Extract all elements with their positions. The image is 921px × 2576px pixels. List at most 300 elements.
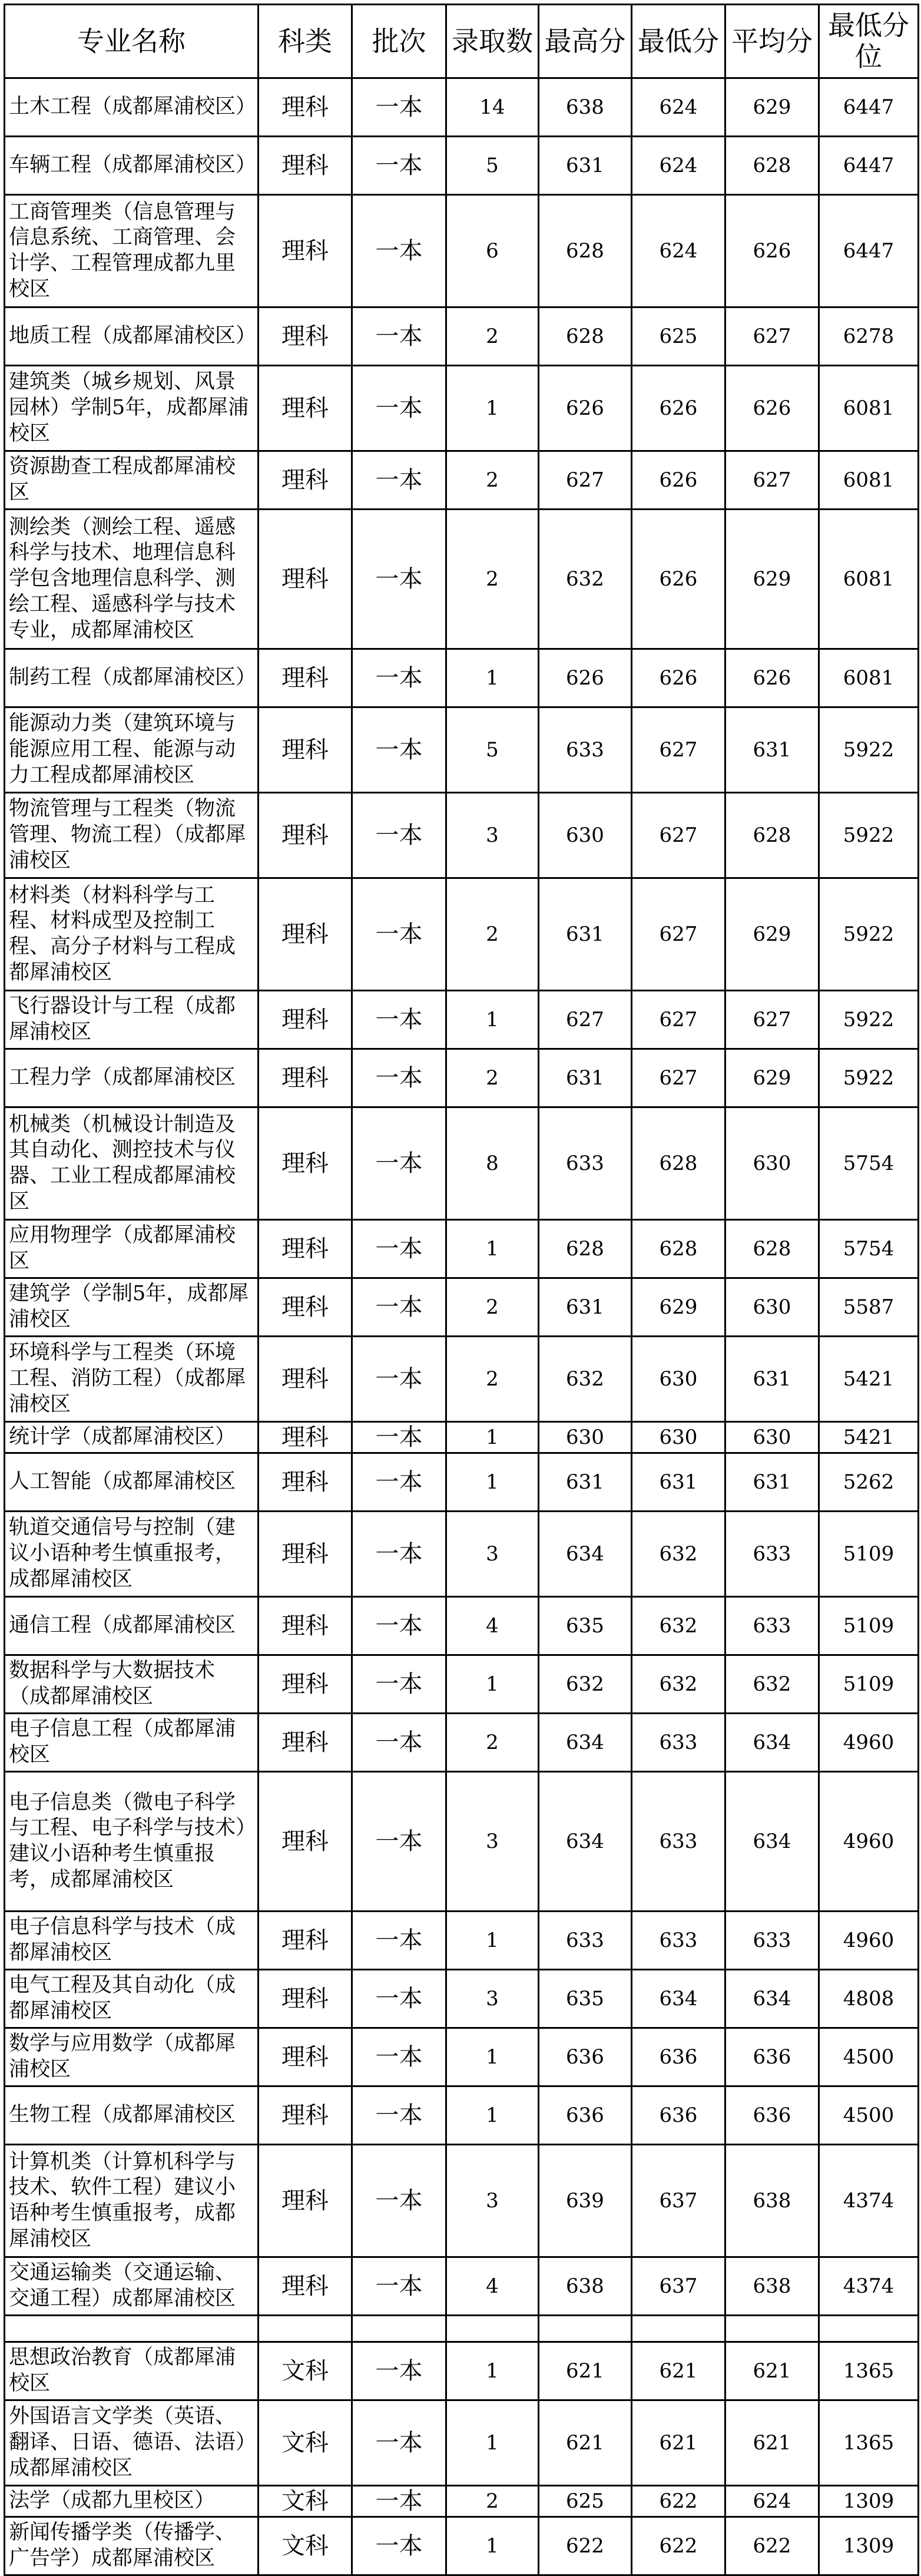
avg-score-cell: 629 <box>725 1049 819 1107</box>
major-name-cell: 思想政治教育（成都犀浦校区 <box>5 2342 259 2400</box>
empty-cell <box>352 2316 446 2342</box>
min-score-cell: 633 <box>632 1772 725 1912</box>
min-score-cell: 622 <box>632 2486 725 2517</box>
min-score-cell: 622 <box>632 2517 725 2575</box>
table-row <box>5 793 919 878</box>
category-cell: 理科 <box>259 1912 352 1970</box>
max-score-cell: 631 <box>539 1453 632 1512</box>
avg-score-cell: 626 <box>725 649 819 707</box>
category-cell: 理科 <box>259 1970 352 2028</box>
count-cell: 3 <box>446 1970 539 2028</box>
category-cell: 理科 <box>259 78 352 137</box>
count-cell: 5 <box>446 137 539 195</box>
batch-cell: 一本 <box>352 137 446 195</box>
table-row <box>5 1714 919 1772</box>
major-name-cell: 轨道交通信号与控制（建议小语种考生慎重报考，成都犀浦校区 <box>5 1512 259 1597</box>
max-score-cell: 633 <box>539 707 632 793</box>
min-score-cell: 626 <box>632 510 725 649</box>
max-score-cell: 621 <box>539 2342 632 2400</box>
count-cell: 1 <box>446 2086 539 2145</box>
min-score-cell: 632 <box>632 1597 725 1655</box>
batch-cell: 一本 <box>352 2342 446 2400</box>
avg-score-cell: 628 <box>725 137 819 195</box>
max-score-cell: 631 <box>539 878 632 991</box>
batch-cell: 一本 <box>352 793 446 878</box>
min-score-cell: 627 <box>632 878 725 991</box>
min-score-cell: 636 <box>632 2028 725 2086</box>
category-cell: 理科 <box>259 510 352 649</box>
min-rank-cell: 5421 <box>819 1422 919 1453</box>
max-score-cell: 626 <box>539 366 632 451</box>
major-name-cell: 飞行器设计与工程（成都犀浦校区 <box>5 991 259 1049</box>
major-name-cell: 机械类（机械设计制造及其自动化、测控技术与仪器、工业工程成都犀浦校区 <box>5 1107 259 1220</box>
avg-score-cell: 638 <box>725 2257 819 2316</box>
category-cell: 理科 <box>259 1512 352 1597</box>
admission-scores-table <box>4 4 919 2576</box>
avg-score-cell: 638 <box>725 2145 819 2257</box>
max-score-cell: 627 <box>539 451 632 510</box>
min-rank-cell: 6081 <box>819 366 919 451</box>
avg-score-cell: 630 <box>725 1422 819 1453</box>
min-rank-cell: 6447 <box>819 195 919 307</box>
max-score-cell: 638 <box>539 2257 632 2316</box>
table-row <box>5 649 919 707</box>
max-score-cell: 628 <box>539 1220 632 1278</box>
min-rank-cell: 5754 <box>819 1107 919 1220</box>
min-score-cell: 626 <box>632 649 725 707</box>
major-name-cell: 土木工程（成都犀浦校区） <box>5 78 259 137</box>
table-row <box>5 366 919 451</box>
table-row <box>5 1453 919 1512</box>
min-rank-cell: 5262 <box>819 1453 919 1512</box>
empty-cell <box>819 2316 919 2342</box>
category-cell: 理科 <box>259 2086 352 2145</box>
batch-cell: 一本 <box>352 1772 446 1912</box>
min-rank-cell: 5421 <box>819 1337 919 1422</box>
min-rank-cell: 5922 <box>819 991 919 1049</box>
batch-cell: 一本 <box>352 2086 446 2145</box>
table-row <box>5 1107 919 1220</box>
max-score-cell: 630 <box>539 793 632 878</box>
header-rank: 最低分位 <box>819 5 919 78</box>
batch-cell: 一本 <box>352 1422 446 1453</box>
table-row <box>5 1597 919 1655</box>
category-cell: 文科 <box>259 2342 352 2400</box>
table-row <box>5 2342 919 2400</box>
table-row <box>5 2257 919 2316</box>
batch-cell: 一本 <box>352 307 446 366</box>
max-score-cell: 632 <box>539 1337 632 1422</box>
category-cell: 理科 <box>259 2257 352 2316</box>
header-major: 专业名称 <box>5 5 259 78</box>
min-score-cell: 632 <box>632 1655 725 1714</box>
major-name-cell: 数据科学与大数据技术（成都犀浦校区 <box>5 1655 259 1714</box>
table-row <box>5 78 919 137</box>
batch-cell: 一本 <box>352 1912 446 1970</box>
major-name-cell: 工程力学（成都犀浦校区 <box>5 1049 259 1107</box>
min-rank-cell: 4374 <box>819 2145 919 2257</box>
table-row <box>5 137 919 195</box>
count-cell: 1 <box>446 2400 539 2486</box>
count-cell: 14 <box>446 78 539 137</box>
count-cell: 8 <box>446 1107 539 1220</box>
header-avg: 平均分 <box>725 5 819 78</box>
avg-score-cell: 630 <box>725 1107 819 1220</box>
min-rank-cell: 4960 <box>819 1912 919 1970</box>
batch-cell: 一本 <box>352 1278 446 1337</box>
header-min: 最低分 <box>632 5 725 78</box>
batch-cell: 一本 <box>352 1597 446 1655</box>
min-rank-cell: 6447 <box>819 137 919 195</box>
table-row <box>5 2486 919 2517</box>
count-cell: 3 <box>446 2145 539 2257</box>
batch-cell: 一本 <box>352 2028 446 2086</box>
category-cell: 理科 <box>259 2028 352 2086</box>
min-score-cell: 627 <box>632 793 725 878</box>
empty-cell <box>539 2316 632 2342</box>
major-name-cell: 材料类（材料科学与工程、材料成型及控制工程、高分子材料与工程成都犀浦校区 <box>5 878 259 991</box>
avg-score-cell: 631 <box>725 1337 819 1422</box>
table-row <box>5 2400 919 2486</box>
min-rank-cell: 4500 <box>819 2086 919 2145</box>
major-name-cell: 电子信息工程（成都犀浦校区 <box>5 1714 259 1772</box>
avg-score-cell: 627 <box>725 307 819 366</box>
major-name-cell: 工商管理类（信息管理与信息系统、工商管理、会计学、工程管理成都九里校区 <box>5 195 259 307</box>
category-cell: 理科 <box>259 1220 352 1278</box>
min-score-cell: 624 <box>632 137 725 195</box>
min-score-cell: 624 <box>632 195 725 307</box>
empty-cell <box>5 2316 259 2342</box>
count-cell: 4 <box>446 2257 539 2316</box>
min-score-cell: 630 <box>632 1422 725 1453</box>
major-name-cell: 计算机类（计算机科学与技术、软件工程）建议小语种考生慎重报考，成都犀浦校区 <box>5 2145 259 2257</box>
category-cell: 理科 <box>259 793 352 878</box>
max-score-cell: 633 <box>539 1912 632 1970</box>
header-count: 录取数 <box>446 5 539 78</box>
max-score-cell: 634 <box>539 1512 632 1597</box>
min-score-cell: 621 <box>632 2342 725 2400</box>
category-cell: 理科 <box>259 1422 352 1453</box>
count-cell: 3 <box>446 1772 539 1912</box>
avg-score-cell: 629 <box>725 878 819 991</box>
min-rank-cell: 4960 <box>819 1714 919 1772</box>
min-score-cell: 627 <box>632 991 725 1049</box>
avg-score-cell: 631 <box>725 1453 819 1512</box>
avg-score-cell: 633 <box>725 1912 819 1970</box>
table-row <box>5 878 919 991</box>
min-score-cell: 621 <box>632 2400 725 2486</box>
batch-cell: 一本 <box>352 1049 446 1107</box>
batch-cell: 一本 <box>352 1970 446 2028</box>
batch-cell: 一本 <box>352 2400 446 2486</box>
batch-cell: 一本 <box>352 707 446 793</box>
table-row <box>5 991 919 1049</box>
min-score-cell: 636 <box>632 2086 725 2145</box>
major-name-cell: 物流管理与工程类（物流管理、物流工程）（成都犀浦校区 <box>5 793 259 878</box>
min-rank-cell: 4960 <box>819 1772 919 1912</box>
max-score-cell: 631 <box>539 1049 632 1107</box>
category-cell: 理科 <box>259 1278 352 1337</box>
table-row <box>5 2086 919 2145</box>
min-score-cell: 626 <box>632 366 725 451</box>
avg-score-cell: 634 <box>725 1970 819 2028</box>
min-score-cell: 625 <box>632 307 725 366</box>
count-cell: 3 <box>446 1512 539 1597</box>
min-rank-cell: 1309 <box>819 2517 919 2575</box>
category-cell: 理科 <box>259 707 352 793</box>
header-max: 最高分 <box>539 5 632 78</box>
count-cell: 4 <box>446 1597 539 1655</box>
header-category: 科类 <box>259 5 352 78</box>
major-name-cell: 数学与应用数学（成都犀浦校区 <box>5 2028 259 2086</box>
avg-score-cell: 636 <box>725 2028 819 2086</box>
min-score-cell: 633 <box>632 1714 725 1772</box>
major-name-cell: 测绘类（测绘工程、遥感科学与技术、地理信息科学包含地理信息科学、测绘工程、遥感科学与技术专业，成都犀浦校区 <box>5 510 259 649</box>
major-name-cell: 车辆工程（成都犀浦校区） <box>5 137 259 195</box>
min-score-cell: 633 <box>632 1912 725 1970</box>
min-rank-cell: 5922 <box>819 1049 919 1107</box>
min-score-cell: 626 <box>632 451 725 510</box>
max-score-cell: 622 <box>539 2517 632 2575</box>
min-score-cell: 628 <box>632 1220 725 1278</box>
major-name-cell: 电子信息类（微电子科学与工程、电子科学与技术）建议小语种考生慎重报考，成都犀浦校区 <box>5 1772 259 1912</box>
min-score-cell: 630 <box>632 1337 725 1422</box>
table-row <box>5 2517 919 2575</box>
major-name-cell: 电子信息科学与技术（成都犀浦校区 <box>5 1912 259 1970</box>
count-cell: 1 <box>446 1422 539 1453</box>
table-row <box>5 2145 919 2257</box>
max-score-cell: 630 <box>539 1422 632 1453</box>
batch-cell: 一本 <box>352 1220 446 1278</box>
avg-score-cell: 632 <box>725 1655 819 1714</box>
max-score-cell: 633 <box>539 1107 632 1220</box>
empty-cell <box>632 2316 725 2342</box>
batch-cell: 一本 <box>352 2517 446 2575</box>
min-rank-cell: 5922 <box>819 793 919 878</box>
batch-cell: 一本 <box>352 2486 446 2517</box>
count-cell: 1 <box>446 366 539 451</box>
avg-score-cell: 629 <box>725 510 819 649</box>
count-cell: 2 <box>446 510 539 649</box>
count-cell: 1 <box>446 2517 539 2575</box>
table-row <box>5 1655 919 1714</box>
empty-cell <box>446 2316 539 2342</box>
avg-score-cell: 626 <box>725 366 819 451</box>
avg-score-cell: 633 <box>725 1597 819 1655</box>
count-cell: 2 <box>446 1337 539 1422</box>
max-score-cell: 632 <box>539 1655 632 1714</box>
count-cell: 6 <box>446 195 539 307</box>
min-score-cell: 627 <box>632 1049 725 1107</box>
category-cell: 理科 <box>259 1453 352 1512</box>
max-score-cell: 628 <box>539 195 632 307</box>
max-score-cell: 638 <box>539 78 632 137</box>
batch-cell: 一本 <box>352 451 446 510</box>
avg-score-cell: 627 <box>725 451 819 510</box>
category-cell: 理科 <box>259 991 352 1049</box>
separator-row <box>5 2316 919 2342</box>
min-score-cell: 631 <box>632 1453 725 1512</box>
header-batch: 批次 <box>352 5 446 78</box>
category-cell: 理科 <box>259 649 352 707</box>
max-score-cell: 626 <box>539 649 632 707</box>
min-rank-cell: 5922 <box>819 707 919 793</box>
table-row <box>5 307 919 366</box>
empty-cell <box>259 2316 352 2342</box>
max-score-cell: 631 <box>539 137 632 195</box>
batch-cell: 一本 <box>352 649 446 707</box>
category-cell: 文科 <box>259 2400 352 2486</box>
avg-score-cell: 628 <box>725 793 819 878</box>
max-score-cell: 627 <box>539 991 632 1049</box>
avg-score-cell: 629 <box>725 78 819 137</box>
table-row <box>5 1422 919 1453</box>
min-score-cell: 637 <box>632 2257 725 2316</box>
min-rank-cell: 6081 <box>819 451 919 510</box>
avg-score-cell: 634 <box>725 1772 819 1912</box>
min-rank-cell: 5754 <box>819 1220 919 1278</box>
count-cell: 2 <box>446 1049 539 1107</box>
batch-cell: 一本 <box>352 2257 446 2316</box>
min-score-cell: 634 <box>632 1970 725 2028</box>
major-name-cell: 外国语言文学类（英语、翻译、日语、德语、法语）成都犀浦校区 <box>5 2400 259 2486</box>
min-rank-cell: 1365 <box>819 2342 919 2400</box>
count-cell: 1 <box>446 1220 539 1278</box>
min-rank-cell: 1309 <box>819 2486 919 2517</box>
major-name-cell: 制药工程（成都犀浦校区） <box>5 649 259 707</box>
min-rank-cell: 6081 <box>819 649 919 707</box>
max-score-cell: 639 <box>539 2145 632 2257</box>
count-cell: 1 <box>446 991 539 1049</box>
min-rank-cell: 5109 <box>819 1512 919 1597</box>
category-cell: 理科 <box>259 307 352 366</box>
major-name-cell: 建筑类（城乡规划、风景园林）学制5年，成都犀浦校区 <box>5 366 259 451</box>
batch-cell: 一本 <box>352 878 446 991</box>
major-name-cell: 能源动力类（建筑环境与能源应用工程、能源与动力工程成都犀浦校区 <box>5 707 259 793</box>
table-row <box>5 510 919 649</box>
category-cell: 理科 <box>259 1655 352 1714</box>
count-cell: 2 <box>446 451 539 510</box>
table-row <box>5 2028 919 2086</box>
count-cell: 5 <box>446 707 539 793</box>
max-score-cell: 634 <box>539 1772 632 1912</box>
table-row <box>5 1337 919 1422</box>
count-cell: 1 <box>446 1912 539 1970</box>
category-cell: 理科 <box>259 1107 352 1220</box>
count-cell: 1 <box>446 1655 539 1714</box>
min-rank-cell: 5587 <box>819 1278 919 1337</box>
major-name-cell: 环境科学与工程类（环境工程、消防工程）（成都犀浦校区 <box>5 1337 259 1422</box>
min-rank-cell: 4808 <box>819 1970 919 2028</box>
min-rank-cell: 4500 <box>819 2028 919 2086</box>
avg-score-cell: 634 <box>725 1714 819 1772</box>
count-cell: 2 <box>446 878 539 991</box>
major-name-cell: 人工智能（成都犀浦校区 <box>5 1453 259 1512</box>
category-cell: 理科 <box>259 1714 352 1772</box>
min-rank-cell: 5109 <box>819 1597 919 1655</box>
category-cell: 理科 <box>259 195 352 307</box>
max-score-cell: 621 <box>539 2400 632 2486</box>
category-cell: 理科 <box>259 451 352 510</box>
category-cell: 理科 <box>259 1772 352 1912</box>
max-score-cell: 635 <box>539 1597 632 1655</box>
batch-cell: 一本 <box>352 991 446 1049</box>
min-rank-cell: 5109 <box>819 1655 919 1714</box>
count-cell: 3 <box>446 793 539 878</box>
header-row <box>5 5 919 78</box>
table-row <box>5 195 919 307</box>
min-rank-cell: 4374 <box>819 2257 919 2316</box>
major-name-cell: 法学（成都九里校区） <box>5 2486 259 2517</box>
table-row <box>5 1970 919 2028</box>
category-cell: 理科 <box>259 366 352 451</box>
batch-cell: 一本 <box>352 1337 446 1422</box>
table-row <box>5 1912 919 1970</box>
table-row <box>5 1278 919 1337</box>
max-score-cell: 628 <box>539 307 632 366</box>
count-cell: 1 <box>446 1453 539 1512</box>
count-cell: 2 <box>446 307 539 366</box>
avg-score-cell: 631 <box>725 707 819 793</box>
table-row <box>5 451 919 510</box>
avg-score-cell: 630 <box>725 1278 819 1337</box>
avg-score-cell: 636 <box>725 2086 819 2145</box>
major-name-cell: 生物工程（成都犀浦校区 <box>5 2086 259 2145</box>
category-cell: 理科 <box>259 1597 352 1655</box>
avg-score-cell: 633 <box>725 1512 819 1597</box>
major-name-cell: 通信工程（成都犀浦校区 <box>5 1597 259 1655</box>
max-score-cell: 625 <box>539 2486 632 2517</box>
batch-cell: 一本 <box>352 1655 446 1714</box>
avg-score-cell: 621 <box>725 2400 819 2486</box>
min-score-cell: 632 <box>632 1512 725 1597</box>
min-rank-cell: 6278 <box>819 307 919 366</box>
avg-score-cell: 626 <box>725 195 819 307</box>
max-score-cell: 636 <box>539 2028 632 2086</box>
min-score-cell: 624 <box>632 78 725 137</box>
count-cell: 2 <box>446 1714 539 1772</box>
major-name-cell: 电气工程及其自动化（成都犀浦校区 <box>5 1970 259 2028</box>
batch-cell: 一本 <box>352 1107 446 1220</box>
count-cell: 1 <box>446 2028 539 2086</box>
min-rank-cell: 6447 <box>819 78 919 137</box>
max-score-cell: 632 <box>539 510 632 649</box>
major-name-cell: 交通运输类（交通运输、交通工程）成都犀浦校区 <box>5 2257 259 2316</box>
major-name-cell: 地质工程（成都犀浦校区） <box>5 307 259 366</box>
avg-score-cell: 622 <box>725 2517 819 2575</box>
category-cell: 理科 <box>259 878 352 991</box>
count-cell: 2 <box>446 2486 539 2517</box>
min-rank-cell: 1365 <box>819 2400 919 2486</box>
avg-score-cell: 628 <box>725 1220 819 1278</box>
category-cell: 理科 <box>259 2145 352 2257</box>
major-name-cell: 应用物理学（成都犀浦校区 <box>5 1220 259 1278</box>
max-score-cell: 635 <box>539 1970 632 2028</box>
major-name-cell: 资源勘查工程成都犀浦校区 <box>5 451 259 510</box>
category-cell: 理科 <box>259 1337 352 1422</box>
category-cell: 理科 <box>259 1049 352 1107</box>
batch-cell: 一本 <box>352 510 446 649</box>
avg-score-cell: 627 <box>725 991 819 1049</box>
count-cell: 2 <box>446 1278 539 1337</box>
category-cell: 文科 <box>259 2517 352 2575</box>
min-rank-cell: 5922 <box>819 878 919 991</box>
min-score-cell: 629 <box>632 1278 725 1337</box>
count-cell: 1 <box>446 649 539 707</box>
batch-cell: 一本 <box>352 1512 446 1597</box>
max-score-cell: 634 <box>539 1714 632 1772</box>
table-row <box>5 1772 919 1912</box>
